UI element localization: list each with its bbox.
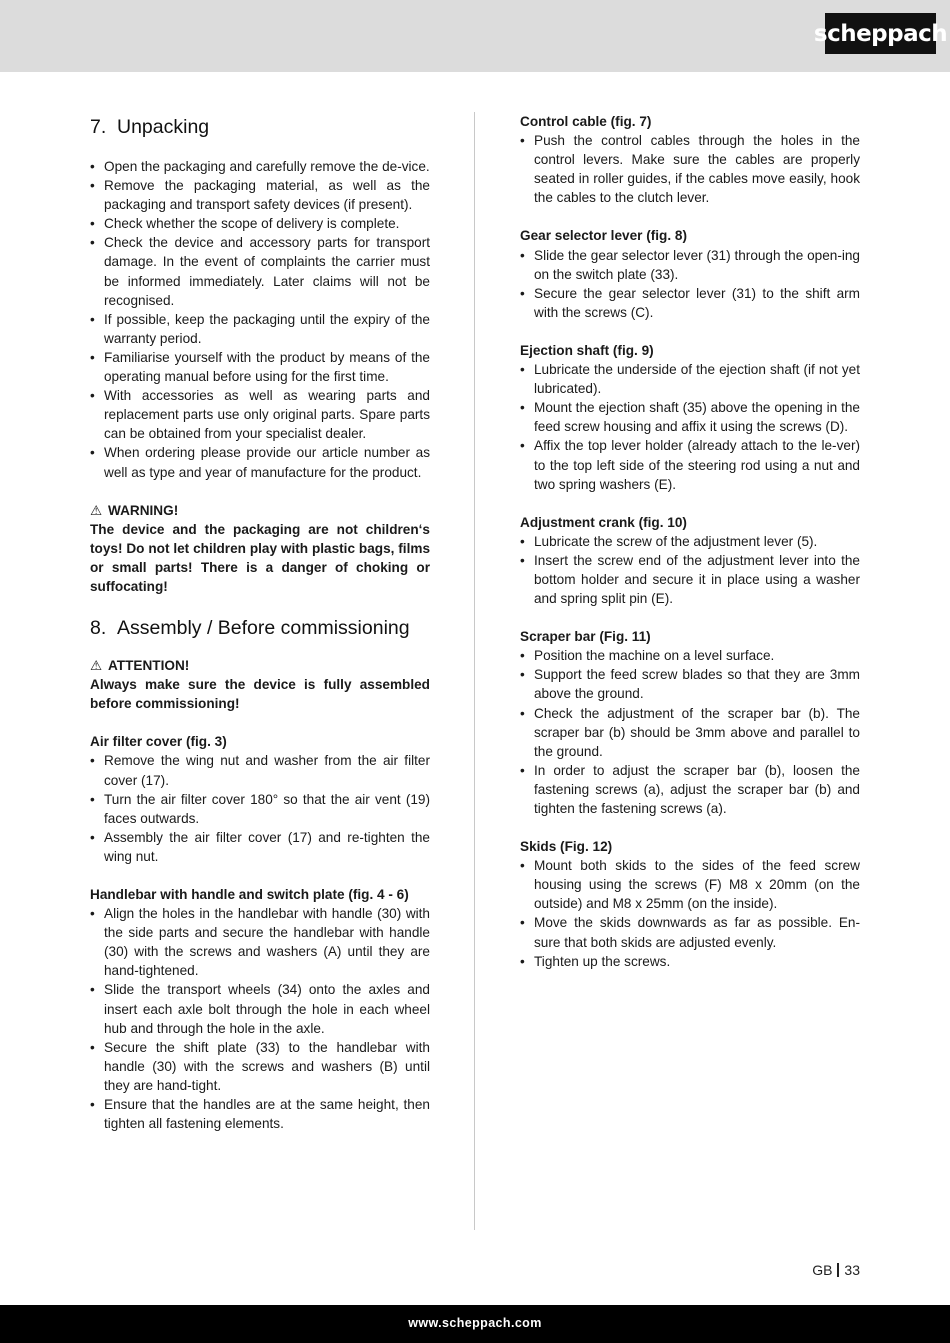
subheading-adjustment-crank: Adjustment crank (fig. 10) bbox=[520, 514, 687, 530]
subheading-control-cable: Control cable (fig. 7) bbox=[520, 114, 652, 129]
subheading-gear-selector: Gear selector lever (fig. 8) bbox=[520, 228, 687, 244]
section-number: 8. bbox=[90, 617, 107, 640]
subheading-ejection-shaft: Ejection shaft (fig. 9) bbox=[520, 342, 654, 358]
brand-logo bbox=[813, 13, 948, 54]
footer-bar bbox=[0, 1305, 950, 1343]
list-item: • Familiarise yourself with the product by means of the operating manual before using for the first time. bbox=[90, 348, 430, 386]
section-title-text: Unpacking bbox=[117, 116, 210, 138]
right-column bbox=[520, 112, 860, 971]
subheading-handlebar: Handlebar with handle and switch plate (fig. 4 - 6) bbox=[90, 887, 409, 902]
footer-url[interactable]: www.scheppach.com bbox=[408, 1316, 542, 1330]
list-item: • Open the packaging and carefully remove the de-vice. bbox=[90, 157, 430, 176]
subheading-air-filter: Air filter cover (fig. 3) bbox=[90, 734, 227, 750]
control-cable-list bbox=[520, 131, 860, 207]
adjustment-crank-list bbox=[520, 532, 860, 608]
subheading-skids: Skids (Fig. 12) bbox=[520, 839, 613, 855]
handlebar-list bbox=[90, 904, 430, 1133]
list-item: • Ensure that the handles are at the same height, then tighten all fastening elements. bbox=[90, 1095, 430, 1133]
list-item: • Secure the shift plate (33) to the handlebar with handle (30) with the screws and washers (B) until they are hand-tight. bbox=[90, 1038, 430, 1095]
header-bar bbox=[0, 0, 950, 72]
list-item: • Remove the wing nut and washer from the air filter cover (17). bbox=[90, 751, 430, 789]
list-item: • Turn the air filter cover 180° so that the air vent (19) faces outwards. bbox=[90, 790, 430, 828]
warning-heading bbox=[90, 501, 430, 520]
section-title-assembly bbox=[90, 613, 430, 643]
list-item: • Lubricate the screw of the adjustment lever (5). bbox=[520, 532, 860, 551]
page-number bbox=[790, 1262, 860, 1278]
list-item: • When ordering please provide our article number as well as type and year of manufacture for the product. bbox=[90, 443, 430, 481]
list-item: • Tighten up the screws. bbox=[520, 952, 860, 971]
ejection-shaft-list bbox=[520, 360, 860, 494]
warning-text: The device and the packaging are not children‘s toys! Do not let children play with plastic bags, films or small parts! There is a danger of choking or suffocating! bbox=[90, 521, 430, 594]
list-item: • If possible, keep the packaging until the expiry of the warranty period. bbox=[90, 310, 430, 348]
unpacking-list bbox=[90, 157, 430, 482]
list-item: • Check the device and accessory parts for transport damage. In the event of complaints the carrier must be informed immediately. Later claims will not be recognised. bbox=[90, 233, 430, 309]
list-item: • Slide the transport wheels (34) onto the axles and insert each axle bolt through the hole in each wheel hub and through the hole in the axle. bbox=[90, 980, 430, 1037]
list-item: • Mount both skids to the sides of the feed screw housing using the screws (F) M8 x 20mm (on the outside) and M8 x 25mm (on the inside). bbox=[520, 856, 860, 913]
attention-heading bbox=[90, 656, 430, 675]
list-item: • Insert the screw end of the adjustment lever into the bottom holder and secure it in place using a washer and spring split pin (E). bbox=[520, 551, 860, 608]
left-column bbox=[90, 112, 430, 1133]
list-item: • Check whether the scope of delivery is complete. bbox=[90, 214, 430, 233]
list-item: • Support the feed screw blades so that they are 3mm above the ground. bbox=[520, 665, 860, 703]
section-title-text: Assembly / Before commissioning bbox=[117, 617, 410, 640]
list-item: • Position the machine on a level surface. bbox=[520, 646, 860, 665]
list-item: • Remove the packaging material, as well as the packaging and transport safety devices (if present). bbox=[90, 176, 430, 214]
skids-list bbox=[520, 856, 860, 971]
list-item: • With accessories as well as wearing parts and replacement parts use only original parts. Spare parts can be obtained from your specialist dealer. bbox=[90, 386, 430, 443]
air-filter-list bbox=[90, 751, 430, 866]
section-title-unpacking bbox=[90, 112, 430, 142]
list-item: • Lubricate the underside of the ejection shaft (if not yet lubricated). bbox=[520, 360, 860, 398]
list-item: • Check the adjustment of the scraper bar (b). The scraper bar (b) should be 3mm above and parallel to the ground. bbox=[520, 704, 860, 761]
list-item: • Move the skids downwards as far as possible. En-sure that both skids are adjusted evenly. bbox=[520, 913, 860, 951]
page-language: GB bbox=[812, 1262, 833, 1278]
column-divider bbox=[474, 112, 475, 1230]
list-item: • Slide the gear selector lever (31) through the open-ing on the switch plate (33). bbox=[520, 246, 860, 284]
warning-icon: ⚠ bbox=[90, 502, 103, 518]
subheading-scraper-bar: Scraper bar (Fig. 11) bbox=[520, 629, 651, 645]
page-number-value: 33 bbox=[844, 1262, 860, 1278]
page-number-separator bbox=[837, 1263, 839, 1277]
warning-label: WARNING! bbox=[108, 502, 179, 518]
scraper-bar-list bbox=[520, 646, 860, 818]
list-item: • Align the holes in the handlebar with handle (30) with the side parts and secure the handlebar with handle (30) with the screws and washers (A) until they are hand-tightened. bbox=[90, 904, 430, 980]
gear-selector-list bbox=[520, 246, 860, 322]
attention-text: Always make sure the device is fully assembled before commissioning! bbox=[90, 677, 430, 712]
list-item: • In order to adjust the scraper bar (b), loosen the fastening screws (a), adjust the scraper bar (b) and tighten the fastening screws (a). bbox=[520, 761, 860, 818]
list-item: • Mount the ejection shaft (35) above the opening in the feed screw housing and affix it using the screws (D). bbox=[520, 398, 860, 436]
list-item: • Secure the gear selector lever (31) to the shift arm with the screws (C). bbox=[520, 284, 860, 322]
warning-icon: ⚠ bbox=[90, 658, 103, 674]
list-item: • Push the control cables through the holes in the control levers. Make sure the cables are properly seated in roller guides, if the cables move easily, hook the cables to the clutch lever. bbox=[520, 131, 860, 207]
list-item: • Affix the top lever holder (already attach to the le-ver) to the top left side of the steering rod using a nut and two spring washers (E). bbox=[520, 436, 860, 493]
list-item: • Assembly the air filter cover (17) and re-tighten the wing nut. bbox=[90, 828, 430, 866]
attention-label: ATTENTION! bbox=[108, 658, 190, 674]
brand-logo-text: scheppach bbox=[813, 20, 948, 47]
section-number: 7. bbox=[90, 116, 107, 138]
